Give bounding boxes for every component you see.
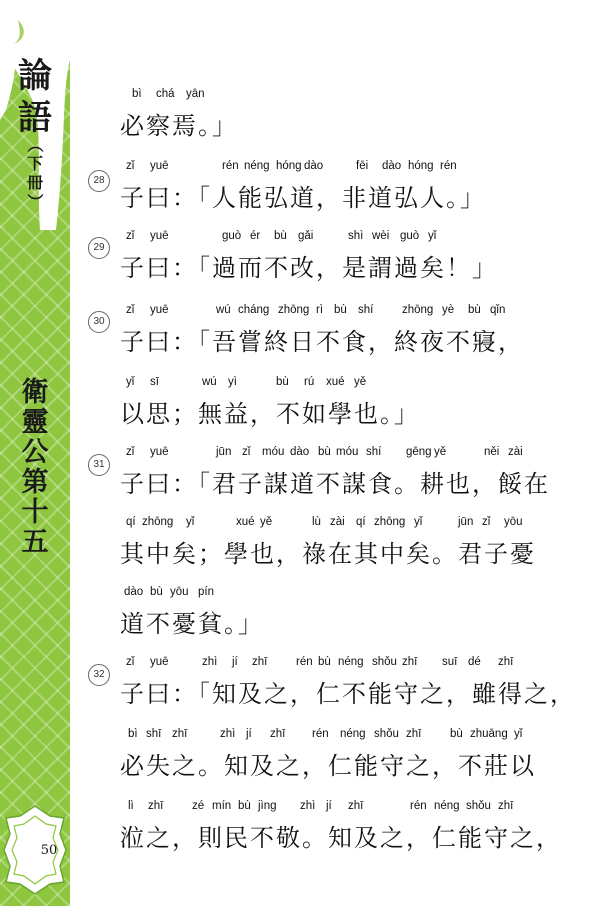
chinese-text: 子曰：「吾嘗終日不食，終夜不寢， xyxy=(120,328,524,356)
pinyin-syllable: guò xyxy=(400,230,420,242)
book-title-char: 語 xyxy=(18,98,52,138)
pinyin-syllable: bù xyxy=(318,446,331,458)
verse-number: 29 xyxy=(88,237,110,259)
pinyin-syllable: móu xyxy=(336,446,359,458)
verse-number: 31 xyxy=(88,454,110,476)
chinese-text: 子曰：「君子謀道不謀食。耕也，餒在 xyxy=(120,470,550,498)
pinyin-syllable: néng xyxy=(338,656,364,668)
verse-number: 28 xyxy=(88,170,110,192)
pinyin-syllable: yě xyxy=(354,376,367,388)
pinyin-syllable: bì xyxy=(132,88,142,100)
pinyin-syllable: zhōng xyxy=(278,304,310,316)
chapter-char: 靈 xyxy=(21,407,49,438)
chinese-text: 子曰：「知及之，仁不能守之，雖得之， xyxy=(120,680,576,708)
pinyin-syllable: zhī xyxy=(172,728,188,740)
pinyin-syllable: néng xyxy=(434,800,460,812)
pinyin-syllable: dào xyxy=(124,586,144,598)
pinyin-syllable: sī xyxy=(150,376,159,388)
pinyin-syllable: shí xyxy=(366,446,382,458)
pinyin-syllable: bù xyxy=(334,304,347,316)
pinyin-syllable: pín xyxy=(198,586,214,598)
chapter-char: 衛 xyxy=(21,377,49,408)
book-title-char: 論 xyxy=(18,56,52,96)
pinyin-syllable: xué xyxy=(236,516,255,528)
pinyin-syllable: bù xyxy=(274,230,287,242)
pinyin-syllable: wú xyxy=(216,304,231,316)
pinyin-syllable: zǐ xyxy=(242,446,251,458)
pinyin-syllable: jí xyxy=(232,656,238,668)
pinyin-syllable: cháng xyxy=(238,304,270,316)
pinyin-syllable: yuē xyxy=(150,656,169,668)
pinyin-syllable: yōu xyxy=(504,516,523,528)
pinyin-syllable: shǒu xyxy=(372,656,397,668)
pinyin-syllable: zhì xyxy=(220,728,236,740)
pinyin-syllable: zhì xyxy=(300,800,316,812)
pinyin-syllable: rén xyxy=(410,800,427,812)
pinyin-syllable: jí xyxy=(246,728,252,740)
pinyin-syllable: zhōng xyxy=(374,516,406,528)
pinyin-syllable: zhī xyxy=(252,656,268,668)
pinyin-syllable: suī xyxy=(442,656,458,668)
volume-char: ） xyxy=(25,193,45,210)
pinyin-syllable: shī xyxy=(146,728,162,740)
volume-label-vertical xyxy=(0,135,70,211)
pinyin-syllable: hóng xyxy=(408,160,434,172)
chinese-text: 其中矣；學也，祿在其中矣。君子憂 xyxy=(120,540,536,568)
pinyin-syllable: shí xyxy=(358,304,374,316)
chapter-char: 十 xyxy=(21,497,49,528)
pinyin-syllable: jí xyxy=(326,800,332,812)
pinyin-syllable: yǐ xyxy=(514,728,523,740)
pinyin-syllable: bì xyxy=(128,728,138,740)
chapter-title-vertical xyxy=(0,378,70,558)
pinyin-syllable: bù xyxy=(468,304,481,316)
pinyin-syllable: jūn xyxy=(458,516,474,528)
pinyin-syllable: móu xyxy=(262,446,285,458)
pinyin-syllable: néng xyxy=(244,160,270,172)
page-number: 50 xyxy=(40,843,58,858)
pinyin-syllable: rén xyxy=(440,160,457,172)
pinyin-syllable: zǐ xyxy=(126,160,135,172)
pinyin-syllable: qí xyxy=(356,516,366,528)
pinyin-syllable: ér xyxy=(250,230,261,242)
pinyin-syllable: yuē xyxy=(150,446,169,458)
pinyin-syllable: shǒu xyxy=(466,800,491,812)
pinyin-syllable: lù xyxy=(312,516,321,528)
sidebar xyxy=(0,0,70,906)
pinyin-syllable: zǐ xyxy=(126,446,135,458)
pinyin-syllable: zhī xyxy=(270,728,286,740)
pinyin-syllable: dé xyxy=(468,656,481,668)
pinyin-syllable: zhī xyxy=(406,728,422,740)
pinyin-syllable: wú xyxy=(202,376,217,388)
pinyin-syllable: jūn xyxy=(216,446,232,458)
pinyin-syllable: fēi xyxy=(356,160,369,172)
pinyin-syllable: zài xyxy=(330,516,345,528)
pinyin-syllable: dào xyxy=(290,446,310,458)
pinyin-syllable: zǐ xyxy=(126,656,135,668)
pinyin-syllable: bù xyxy=(238,800,251,812)
volume-char: 冊 xyxy=(26,173,43,192)
chinese-text: 子曰：「人能弘道，非道弘人。」 xyxy=(120,184,486,212)
pinyin-syllable: dào xyxy=(382,160,402,172)
pinyin-syllable: lì xyxy=(128,800,134,812)
chinese-text: 子曰：「過而不改，是謂過矣！」 xyxy=(120,254,498,282)
pinyin-syllable: zhī xyxy=(402,656,418,668)
pinyin-syllable: shǒu xyxy=(374,728,399,740)
pinyin-syllable: bù xyxy=(150,586,163,598)
pinyin-syllable: gǎi xyxy=(298,230,314,242)
volume-char: （ xyxy=(25,136,45,153)
pinyin-syllable: zhōng xyxy=(402,304,434,316)
pinyin-syllable: zài xyxy=(508,446,523,458)
pinyin-syllable: gēng xyxy=(406,446,432,458)
pinyin-syllable: zhī xyxy=(498,800,514,812)
chapter-char: 五 xyxy=(21,527,49,558)
pinyin-syllable: rén xyxy=(222,160,239,172)
pinyin-syllable: guò xyxy=(222,230,242,242)
chinese-text: 涖之，則民不敬。知及之，仁能守之， xyxy=(120,824,562,852)
pinyin-syllable: zǐ xyxy=(482,516,491,528)
pinyin-syllable: zhī xyxy=(498,656,514,668)
pinyin-syllable: yǐ xyxy=(414,516,423,528)
pinyin-syllable: néng xyxy=(340,728,366,740)
pinyin-syllable: zhì xyxy=(202,656,218,668)
pinyin-syllable: yōu xyxy=(170,586,189,598)
pinyin-syllable: yè xyxy=(442,304,455,316)
pinyin-syllable: yì xyxy=(228,376,237,388)
pinyin-syllable: něi xyxy=(484,446,500,458)
pinyin-syllable: yuē xyxy=(150,304,169,316)
pinyin-syllable: yǐ xyxy=(186,516,195,528)
chinese-text: 必失之。知及之，仁能守之，不莊以 xyxy=(120,752,536,780)
chinese-text: 道不憂貧。」 xyxy=(120,610,264,638)
pinyin-syllable: zhī xyxy=(148,800,164,812)
pinyin-syllable: zhī xyxy=(348,800,364,812)
pinyin-syllable: qǐn xyxy=(490,304,506,316)
pinyin-syllable: wèi xyxy=(372,230,390,242)
pinyin-syllable: zhuāng xyxy=(470,728,508,740)
pinyin-syllable: zǐ xyxy=(126,230,135,242)
pinyin-syllable: mín xyxy=(212,800,232,812)
pinyin-syllable: zǐ xyxy=(126,304,135,316)
pinyin-syllable: shì xyxy=(348,230,364,242)
chapter-char: 公 xyxy=(21,437,49,468)
pinyin-syllable: yān xyxy=(186,88,205,100)
pinyin-syllable: yǐ xyxy=(126,376,135,388)
pinyin-syllable: xué xyxy=(326,376,345,388)
pinyin-syllable: yě xyxy=(260,516,273,528)
verse-number: 32 xyxy=(88,664,110,686)
pinyin-syllable: yuē xyxy=(150,230,169,242)
pinyin-syllable: bù xyxy=(318,656,331,668)
pinyin-syllable: bù xyxy=(450,728,463,740)
pinyin-syllable: rì xyxy=(316,304,324,316)
pinyin-syllable: qí xyxy=(126,516,136,528)
pinyin-syllable: dào xyxy=(304,160,324,172)
pinyin-syllable: chá xyxy=(156,88,175,100)
pinyin-syllable: zé xyxy=(192,800,205,812)
pinyin-syllable: yě xyxy=(434,446,447,458)
pinyin-syllable: rú xyxy=(304,376,315,388)
pinyin-syllable: hóng xyxy=(276,160,302,172)
pinyin-syllable: bù xyxy=(276,376,289,388)
volume-char: 下 xyxy=(26,154,43,173)
pinyin-syllable: rén xyxy=(296,656,313,668)
pinyin-syllable: yuē xyxy=(150,160,169,172)
pinyin-syllable: jìng xyxy=(258,800,277,812)
chapter-char: 第 xyxy=(21,467,49,498)
pinyin-syllable: zhōng xyxy=(142,516,174,528)
chinese-text: 必察焉。」 xyxy=(120,112,238,140)
chinese-text: 以思；無益，不如學也。」 xyxy=(120,400,420,428)
pinyin-syllable: yǐ xyxy=(428,230,437,242)
pinyin-syllable: rén xyxy=(312,728,329,740)
verse-number: 30 xyxy=(88,311,110,333)
